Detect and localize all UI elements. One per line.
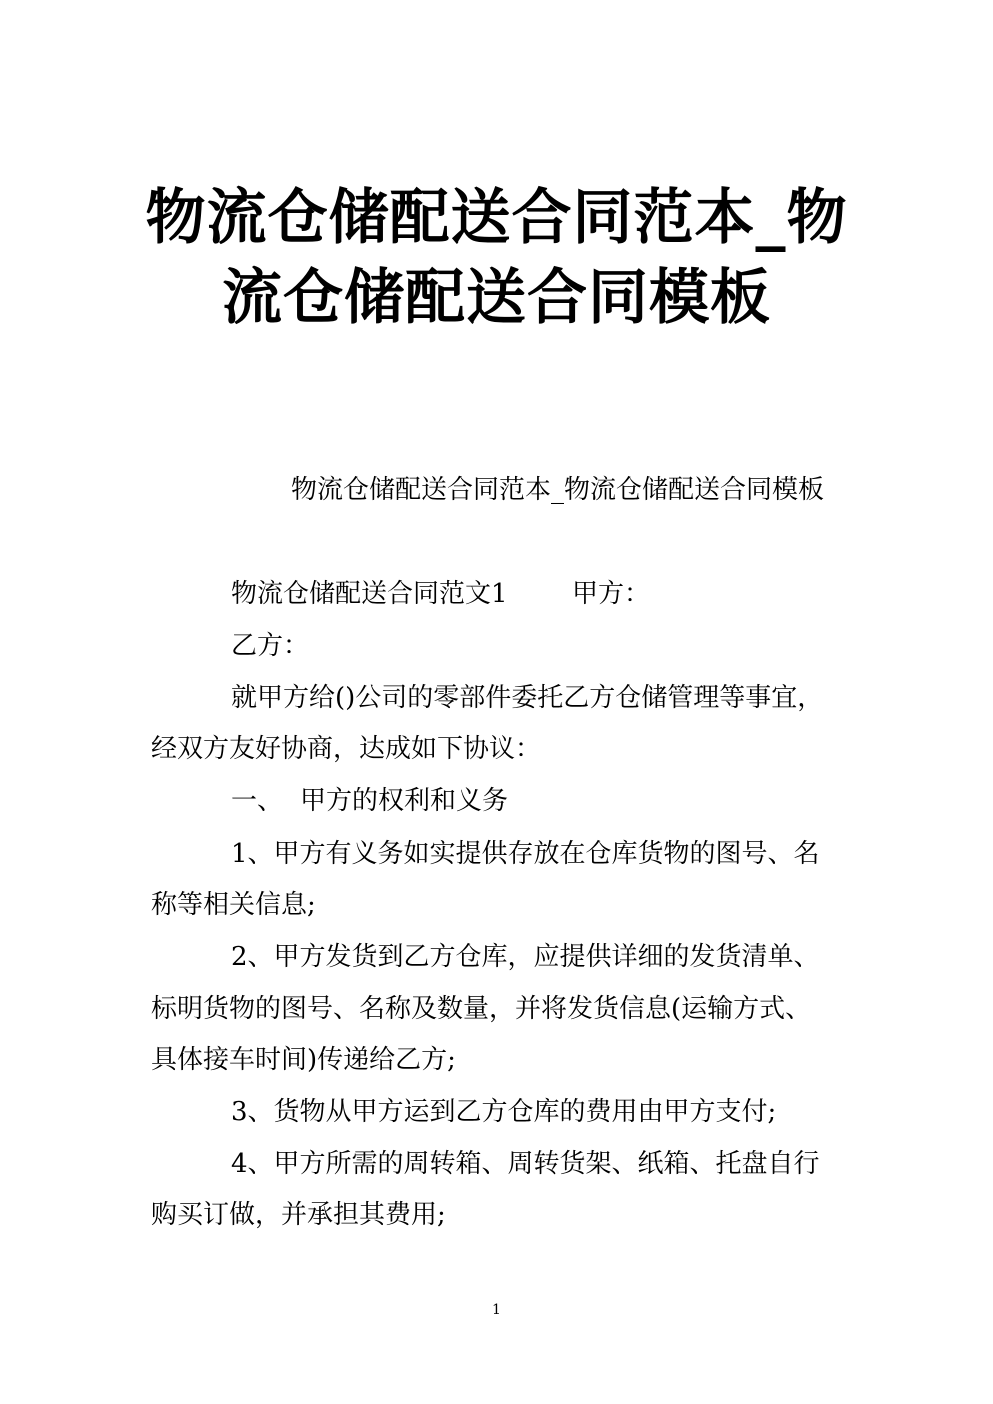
intro-line-1: 就甲方给()公司的零部件委托乙方仓储管理等事宜， bbox=[231, 683, 824, 713]
party-a-label: 甲方： bbox=[572, 579, 651, 609]
contract-heading: 物流仓储配送合同范文1 bbox=[231, 579, 508, 609]
section-heading bbox=[231, 783, 508, 819]
clause-3-line-1: 3、货物从甲方运到乙方仓库的费用由甲方支付; bbox=[231, 1097, 777, 1127]
page-number: 1 bbox=[492, 1302, 501, 1318]
clause-4-line-1: 4、甲方所需的周转箱、周转货架、纸箱、托盘自行 bbox=[231, 1149, 820, 1179]
clause-2-line-2: 标明货物的图号、名称及数量，并将发货信息(运输方式、 bbox=[151, 994, 812, 1024]
intro-line-2: 经双方友好协商，达成如下协议： bbox=[151, 734, 542, 764]
document-subtitle: 物流仓储配送合同范本_物流仓储配送合同模板 bbox=[291, 475, 825, 505]
clause-1-line-2: 称等相关信息; bbox=[151, 890, 316, 920]
party-b-label: 乙方： bbox=[231, 631, 310, 661]
clause-1-line-1: 1、甲方有义务如实提供存放在仓库货物的图号、名 bbox=[231, 839, 820, 869]
section-number: 一、 bbox=[231, 786, 284, 816]
clause-4-line-2: 购买订做，并承担其费用; bbox=[151, 1200, 446, 1230]
clause-2-line-3: 具体接车时间)传递给乙方; bbox=[151, 1045, 456, 1075]
document-title: 物流仓储配送合同范本_物流仓储配送合同模板 bbox=[145, 183, 848, 333]
section-title: 甲方的权利和义务 bbox=[300, 786, 509, 816]
clause-2-line-1: 2、甲方发货到乙方仓库，应提供详细的发货清单、 bbox=[231, 942, 820, 972]
